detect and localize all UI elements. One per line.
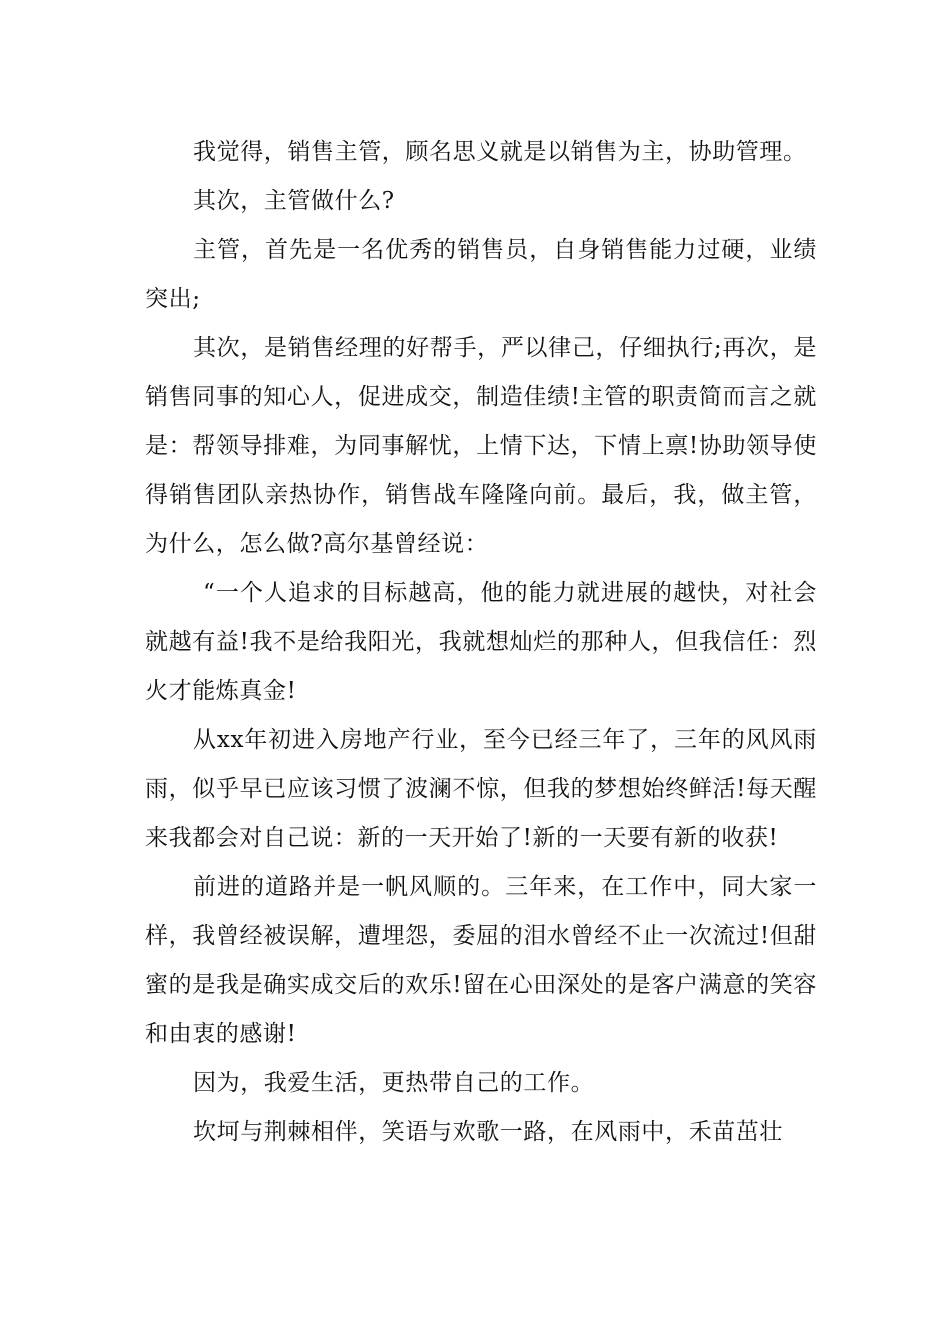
paragraph-3: 主管，首先是一名优秀的销售员，自身销售能力过硬，业绩突出; — [145, 237, 817, 312]
paragraph-1: 我觉得，销售主管，顾名思义就是以销售为主，协助管理。 — [193, 139, 807, 165]
paragraph-8: 因为，我爱生活，更热带自己的工作。 — [193, 1070, 595, 1096]
paragraph-9: 坎坷与荆棘相伴，笑语与欢歌一路，在风雨中，禾苗茁壮 — [193, 1119, 783, 1145]
paragraph-2: 其次，主管做什么? — [193, 188, 395, 214]
paragraph-quote: “一个人追求的目标越高，他的能力就进展的越快，对社会就越有益!我不是给我阳光，我就想灿烂的那种人，但我信任：烈火才能炼真金! — [145, 580, 817, 704]
document-body — [145, 128, 817, 1157]
paragraph-7: 前进的道路并是一帆风顺的。三年来，在工作中，同大家一样，我曾经被误解，遭埋怨，委屈的泪水曾经不止一次流过!但甜蜜的是我是确实成交后的欢乐!留在心田深处的是客户满意的笑容和由衷的感谢! — [145, 874, 817, 1047]
paragraph-6: 从xx年初进入房地产行业，至今已经三年了，三年的风风雨雨，似乎早已应该习惯了波澜不惊，但我的梦想始终鲜活!每天醒来我都会对自己说：新的一天开始了!新的一天要有新的收获! — [145, 727, 817, 851]
paragraph-4: 其次，是销售经理的好帮手，严以律己，仔细执行;再次，是销售同事的知心人，促进成交，制造佳绩!主管的职责简而言之就是：帮领导排难，为同事解忧，上情下达，下情上禀!协助领导使得销售团队亲热协作，销售战车隆隆向前。最后，我，做主管，为什么，怎么做?高尔基曾经说： — [145, 335, 817, 557]
